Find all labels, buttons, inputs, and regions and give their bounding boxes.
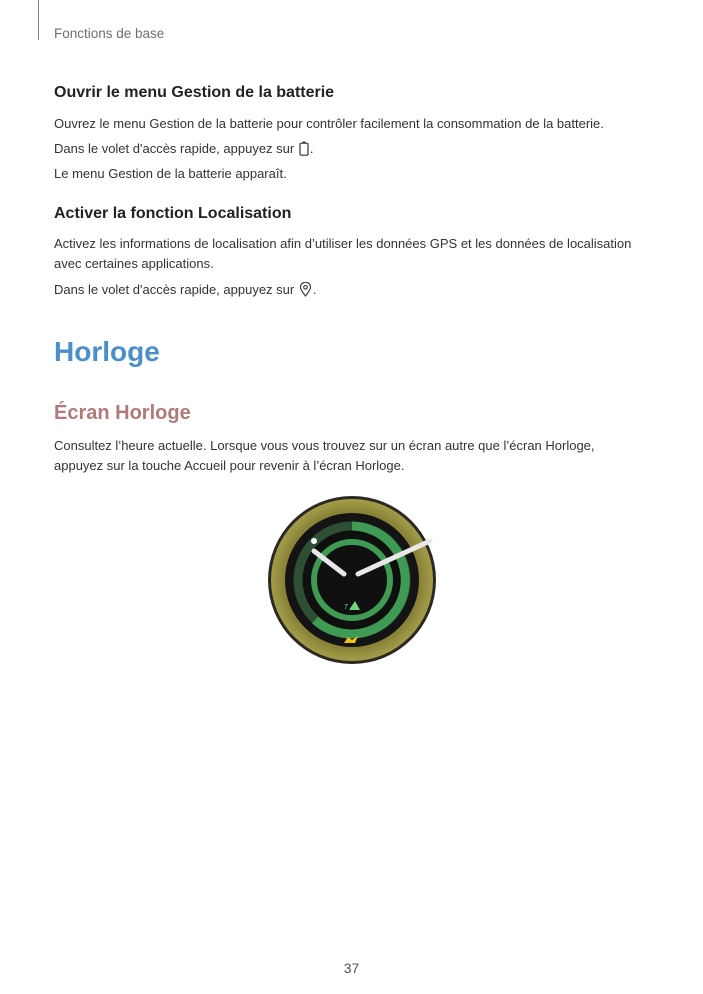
battery-intro: Ouvrez le menu Gestion de la batterie pour contrôler facilement la consommation de la batterie. (54, 116, 604, 131)
battery-result: Le menu Gestion de la batterie apparaît. (54, 166, 287, 181)
battery-step (54, 139, 654, 162)
location-pin-icon (299, 282, 312, 303)
heading-location: Activer la fonction Localisation (54, 205, 292, 222)
location-intro-line2: avec certaines applications. (54, 256, 214, 271)
location-step-prefix: Dans le volet d'accès rapide, appuyez sur (54, 282, 295, 297)
watch-step-count: 7 (344, 604, 348, 611)
page-number: 37 (343, 960, 360, 976)
heading-clock-screen: Écran Horloge (54, 402, 191, 424)
battery-step-prefix: Dans le volet d'accès rapide, appuyez sur (54, 141, 295, 156)
running-head: Fonctions de base (54, 26, 165, 41)
side-rule (38, 0, 39, 40)
watch-marker-dot (311, 538, 317, 544)
location-intro-line1: Activez les informations de localisation afin d’utiliser les données GPS et les données de localisation (54, 236, 632, 251)
heading-battery-menu: Ouvrir le menu Gestion de la batterie (54, 84, 335, 101)
battery-icon (299, 141, 309, 162)
watch-face-illustration (267, 495, 437, 665)
chapter-title: Horloge (54, 336, 160, 367)
battery-step-suffix: . (309, 141, 314, 156)
clock-body-line1: Consultez l’heure actuelle. Lorsque vous vous trouvez sur un écran autre que l’écran Horloge, (54, 438, 595, 453)
clock-body-line2: appuyez sur la touche Accueil pour revenir à l’écran Horloge. (54, 458, 405, 473)
location-step-suffix: . (312, 282, 317, 297)
location-step (54, 280, 654, 303)
